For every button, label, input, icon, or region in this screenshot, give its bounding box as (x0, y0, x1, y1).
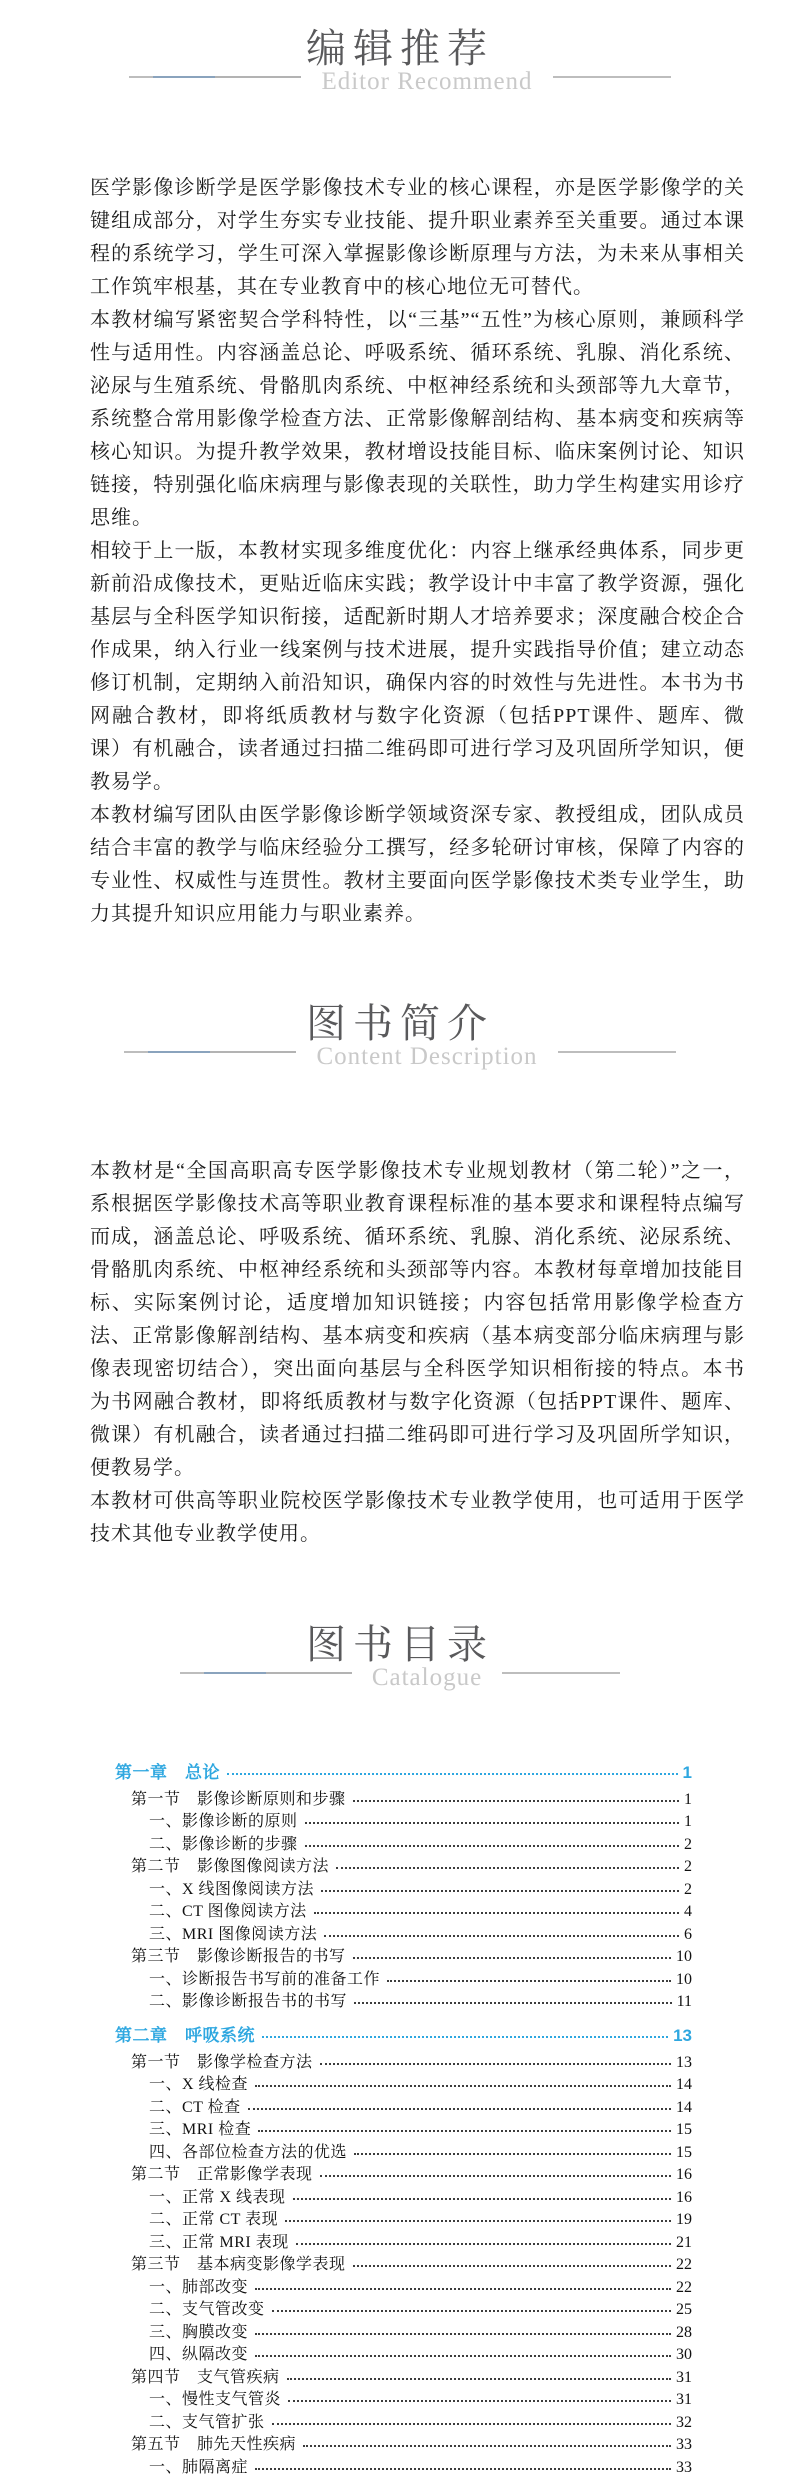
paragraph: 本教材编写团队由医学影像诊断学领域资深专家、教授组成，团队成员结合丰富的教学与临床经验分工撰写，经多轮研讨审核，保障了内容的专业性、权威性与连贯性。教材主要面向医学影像技术类专业学生，助力其提升知识应用能力与职业素养。 (90, 804, 745, 925)
toc-entry-label: 第一节 影像诊断原则和步骤 (131, 1790, 346, 1808)
editor-recommend-header (0, 26, 800, 98)
toc-page-number: 10 (676, 1970, 692, 1988)
toc-entry-label: 三、正常 MRI 表现 (149, 2233, 289, 2251)
toc-page-number: 2 (684, 1858, 692, 1875)
toc-page-number: 33 (676, 2458, 692, 2476)
toc-entry-label: 三、MRI 检查 (149, 2121, 252, 2138)
toc-row-chapter (115, 2016, 692, 2046)
toc-entry-label: 第一节 影像学检查方法 (131, 2053, 313, 2071)
toc-leader-dots (272, 2310, 671, 2312)
toc-entry-label: 三、胸膜改变 (149, 2323, 249, 2341)
toc-leader-dots (255, 2085, 671, 2087)
toc-page-number: 15 (676, 2121, 692, 2138)
toc-entry-label: 第二章 呼吸系统 (115, 2026, 255, 2045)
toc-row-item (115, 1921, 692, 1944)
toc-leader-dots (324, 1935, 679, 1937)
toc-leader-dots (353, 1800, 679, 1802)
toc-entry-label: 第五节 肺先天性疾病 (131, 2436, 297, 2453)
toc-row-item (115, 2117, 692, 2140)
toc-row-item (115, 2454, 692, 2477)
toc-row-section (115, 2432, 692, 2455)
toc-entry-label: 二、正常 CT 表现 (149, 2211, 279, 2228)
catalogue-section (0, 1622, 800, 2477)
toc-page-number: 13 (676, 2053, 692, 2071)
toc-entry-label: 第四节 支气管疾病 (131, 2368, 280, 2386)
toc-row-section (115, 2364, 692, 2387)
toc-leader-dots (255, 2468, 671, 2470)
toc-leader-dots (285, 2220, 671, 2222)
toc-row-item (115, 1831, 692, 1854)
toc-leader-dots (255, 2288, 671, 2290)
decorative-line-right (553, 76, 671, 78)
toc-row-item (115, 2094, 692, 2117)
toc-entry-label: 二、影像诊断的步骤 (149, 1835, 298, 1853)
toc-page-number: 22 (676, 2256, 692, 2273)
paragraph: 相较于上一版，本教材实现多维度优化：内容上继承经典体系，同步更新前沿成像技术，更贴近临床实践；教学设计中丰富了教学资源，强化基层与全科医学知识衔接，适配新时期人才培养要求；深度融合校企合作成果，纳入行业一线案例与技术进展，提升实践指导价值；建立动态修订机制，定期纳入前沿知识，确保内容的时效性与先进性。本书为书网融合教材，即将纸质教材与数字化资源（包括PPT课件、题库、微课）有机融合，读者通过扫描二维码即可进行学习及巩固所学知识，便教易学。 (90, 540, 745, 793)
toc-leader-dots (288, 2400, 671, 2402)
toc-leader-dots (320, 2063, 671, 2065)
toc-page-number: 10 (676, 1948, 692, 1965)
toc-page-number: 2 (684, 1835, 692, 1853)
toc-row-item (115, 2342, 692, 2365)
toc-entry-label: 第三节 影像诊断报告的书写 (131, 1948, 346, 1965)
toc-row-section (115, 1944, 692, 1967)
toc-page-number: 32 (676, 2413, 692, 2431)
toc-row-item (115, 1876, 692, 1899)
toc-leader-dots (353, 1957, 671, 1959)
toc-row-item (115, 1899, 692, 1922)
toc-entry-label: 二、CT 图像阅读方法 (149, 1903, 307, 1920)
toc-page-number: 16 (676, 2166, 692, 2183)
toc-entry-label: 二、支气管改变 (149, 2301, 265, 2318)
section-subtitle: Catalogue (371, 1664, 483, 1691)
toc-page-number: 15 (676, 2143, 692, 2161)
toc-page-number: 4 (684, 1903, 692, 1920)
toc-page-number: 1 (684, 1790, 692, 1808)
toc-page-number: 21 (676, 2233, 692, 2251)
toc-entry-label: 二、影像诊断报告书的书写 (149, 1993, 348, 2010)
toc-row-section (115, 2162, 692, 2185)
toc-row-item (115, 2229, 692, 2252)
toc-row-item (115, 2184, 692, 2207)
toc-leader-dots (303, 2445, 671, 2447)
toc-leader-dots (296, 2243, 671, 2245)
toc-row-item (115, 2139, 692, 2162)
toc-page-number: 1 (684, 1813, 692, 1830)
decorative-line-left (180, 1672, 352, 1674)
toc-leader-dots (293, 2198, 671, 2200)
toc-entry-label: 第一章 总论 (115, 1763, 220, 1782)
paragraph: 本教材是“全国高职高专医学影像技术专业规划教材（第二轮）”之一，系根据医学影像技术高等职业教育课程标准的基本要求和课程特点编写而成，涵盖总论、呼吸系统、循环系统、乳腺、消化系统、泌尿系统、骨骼肌肉系统、中枢神经系统和头颈部等内容。本教材每章增加技能目标、实际案例讨论，适度增加知识链接；内容包括常用影像学检查方法、正常影像解剖结构、基本病变和疾病（基本病变部分临床病理与影像表现密切结合），突出面向基层与全科医学知识相衔接的特点。本书为书网融合教材，即将纸质教材与数字化资源（包括PPT课件、题库、微课）有机融合，读者通过扫描二维码即可进行学习及巩固所学知识，便教易学。 (90, 1160, 745, 1479)
toc-page-number: 14 (676, 2098, 692, 2116)
section-title: 编辑推荐 (306, 27, 494, 71)
paragraph: 本教材编写紧密契合学科特性，以“三基”“五性”为核心原则，兼顾科学性与适用性。内容涵盖总论、呼吸系统、循环系统、乳腺、消化系统、泌尿与生殖系统、骨骼肌肉系统、中枢神经系统和头颈部等九大章节，系统整合常用影像学检查方法、正常影像解剖结构、基本病变和疾病等核心知识。为提升教学效果，教材增设技能目标、临床案例讨论、知识链接，特别强化临床病理与影像表现的关联性，助力学生构建实用诊疗思维。 (90, 309, 745, 529)
toc-leader-dots (305, 1822, 679, 1824)
toc-page-number: 13 (673, 2026, 692, 2045)
decorative-line-right (558, 1051, 676, 1053)
toc-leader-dots (354, 2153, 671, 2155)
decorative-line-left (124, 1051, 296, 1053)
toc-entry-label: 二、支气管扩张 (149, 2413, 265, 2431)
toc-entry-label: 第二节 影像图像阅读方法 (131, 1858, 330, 1875)
toc-row-item (115, 1809, 692, 1832)
toc-leader-dots (305, 1845, 679, 1847)
toc-page-number: 19 (676, 2211, 692, 2228)
editor-paragraphs (90, 172, 745, 931)
toc-row-chapter (115, 1753, 692, 1783)
toc-entry-label: 一、肺部改变 (149, 2278, 249, 2296)
toc-leader-dots (255, 2355, 671, 2357)
toc-leader-dots (387, 1980, 671, 1982)
toc-leader-dots (272, 2423, 671, 2425)
toc-leader-dots (262, 2036, 668, 2038)
toc-row-section (115, 1854, 692, 1877)
toc-page-number: 33 (676, 2436, 692, 2453)
toc-entry-label: 四、纵隔改变 (149, 2346, 249, 2363)
toc-leader-dots (336, 1867, 679, 1869)
toc-row-section (115, 2049, 692, 2072)
toc-entry-label: 一、X 线图像阅读方法 (149, 1880, 315, 1898)
toc-page-number: 2 (684, 1880, 692, 1898)
toc-leader-dots (255, 2333, 671, 2335)
decorative-line-right (502, 1672, 620, 1674)
toc-page-number: 31 (676, 2368, 692, 2386)
toc-entry-label: 一、正常 X 线表现 (149, 2188, 286, 2206)
section-title: 图书简介 (306, 1002, 494, 1046)
toc-entry-label: 一、影像诊断的原则 (149, 1813, 298, 1830)
toc-leader-dots (353, 2265, 671, 2267)
decorative-line-left (129, 76, 301, 78)
toc-page-number: 6 (684, 1925, 692, 1943)
toc-row-item (115, 2274, 692, 2297)
toc-page-number: 31 (676, 2391, 692, 2408)
toc-row-item (115, 1966, 692, 1989)
content-description-section (0, 1001, 800, 1551)
section-subtitle-row (0, 1041, 800, 1073)
section-subtitle: Editor Recommend (321, 68, 533, 95)
toc-leader-dots (354, 2002, 672, 2004)
toc-leader-dots (320, 2175, 671, 2177)
toc-row-item (115, 2297, 692, 2320)
toc-row-section (115, 1786, 692, 1809)
paragraph: 医学影像诊断学是医学影像技术专业的核心课程，亦是医学影像学的关键组成部分，对学生夯实专业技能、提升职业素养至关重要。通过本课程的系统学习，学生可深入掌握影像诊断原理与方法，为未来从事相关工作筑牢根基，其在专业教育中的核心地位无可替代。 (90, 177, 745, 298)
toc-entry-label: 一、肺隔离症 (149, 2458, 249, 2476)
toc-leader-dots (227, 1773, 678, 1775)
toc-leader-dots (258, 2130, 671, 2132)
toc-list (115, 1753, 692, 2477)
toc-row-item (115, 2207, 692, 2230)
section-subtitle-row (0, 66, 800, 98)
paragraph: 本教材可供高等职业院校医学影像技术专业教学使用，也可适用于医学技术其他专业教学使用。 (90, 1490, 745, 1545)
editor-recommend-section (0, 26, 800, 931)
toc-page-number: 1 (682, 1763, 692, 1782)
toc-entry-label: 二、CT 检查 (149, 2098, 241, 2116)
toc-page-number: 11 (676, 1993, 692, 2010)
toc-leader-dots (287, 2378, 671, 2380)
toc-page-number: 22 (676, 2278, 692, 2296)
toc-leader-dots (248, 2108, 671, 2110)
content-description-header (0, 1001, 800, 1073)
toc-entry-label: 一、慢性支气管炎 (149, 2391, 282, 2408)
description-paragraphs (90, 1155, 745, 1551)
toc-entry-label: 一、诊断报告书写前的准备工作 (149, 1970, 381, 1988)
toc-row-item (115, 2387, 692, 2410)
toc-row-item (115, 2319, 692, 2342)
toc-row-item (115, 2409, 692, 2432)
catalogue-header (0, 1622, 800, 1694)
section-title: 图书目录 (306, 1623, 494, 1667)
toc-page-number: 30 (676, 2346, 692, 2363)
toc-entry-label: 三、MRI 图像阅读方法 (149, 1925, 318, 1943)
toc-row-item (115, 2072, 692, 2095)
toc-leader-dots (321, 1890, 679, 1892)
toc-row-section (115, 2252, 692, 2275)
toc-entry-label: 四、各部位检查方法的优选 (149, 2143, 348, 2161)
toc-page-number: 14 (676, 2076, 692, 2093)
toc-entry-label: 一、X 线检查 (149, 2076, 249, 2093)
toc-page-number: 16 (676, 2188, 692, 2206)
section-subtitle: Content Description (316, 1043, 538, 1070)
toc-entry-label: 第三节 基本病变影像学表现 (131, 2256, 346, 2273)
toc-page-number: 28 (676, 2323, 692, 2341)
toc-entry-label: 第二节 正常影像学表现 (131, 2166, 313, 2183)
toc-row-item (115, 1989, 692, 2012)
toc-page-number: 25 (676, 2301, 692, 2318)
section-subtitle-row (0, 1662, 800, 1694)
toc-leader-dots (314, 1912, 679, 1914)
